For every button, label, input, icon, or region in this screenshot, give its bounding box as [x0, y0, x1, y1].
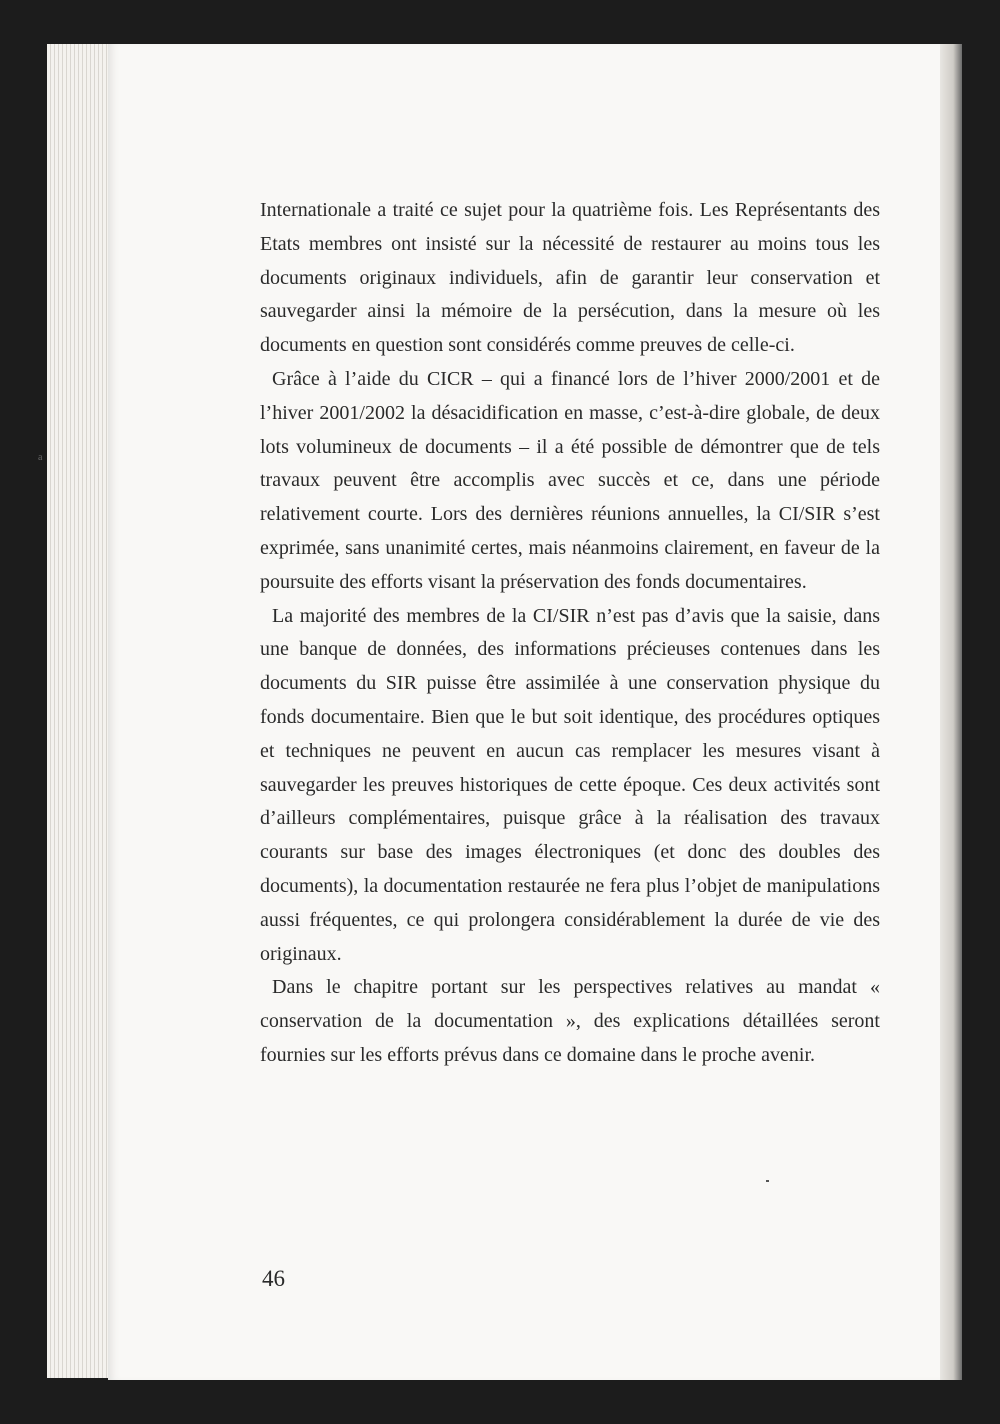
- ink-speck: [766, 1180, 769, 1182]
- body-text: [260, 194, 880, 1073]
- page-number: 46: [262, 1266, 285, 1291]
- margin-mark: a: [38, 452, 43, 463]
- paragraph-1: Internationale a traité ce sujet pour la quatrième fois. Les Représentants des Etats membres ont insisté sur la nécessité de restaurer au moins tous les documents originaux individuels, afin de garantir leur conservation et sauvegarder ainsi la mémoire de la persécution, dans la mesure où les documents en question sont considérés comme preuves de celle-ci.: [260, 199, 880, 357]
- paragraph-2: Grâce à l’aide du CICR – qui a financé lors de l’hiver 2000/2001 et de l’hiver 2001/2002 la désacidification en masse, c’est-à-dire globale, de deux lots volumineux de documents – il a été possible de démontrer que de tels travaux peuvent être accomplis avec succès et ce, dans une période relativement courte. Lors des dernières réunions annuelles, la CI/SIR s’est exprimée, sans unanimité certes, mais néanmoins clairement, en faveur de la poursuite des efforts visant la préservation des fonds documentaires.: [260, 367, 880, 593]
- book-gutter: [940, 44, 962, 1380]
- paragraph-3: La majorité des membres de la CI/SIR n’est pas d’avis que la saisie, dans une banque de données, des informations précieuses contenues dans les documents du SIR puisse être assimilée à une conservation physique du fonds documentaire. Bien que le but soit identique, des procédures optiques et techniques ne peuvent en aucun cas remplacer les mesures visant à sauvegarder les preuves historiques de cette époque. Ces deux activités sont d’ailleurs complémentaires, puisque grâce à la réalisation des travaux courants sur base des images électroniques (et donc des doubles des documents), la documentation restaurée ne fera plus l’objet de manipulations aussi fréquentes, ce qui prolongera considérablement la durée de vie des originaux.: [260, 604, 880, 965]
- paragraph-4: Dans le chapitre portant sur les perspectives relatives au mandat « conservation de la documentation », des explications détaillées seront fournies sur les efforts prévus dans ce domaine dans le proche avenir.: [260, 976, 880, 1066]
- page-edges: [47, 44, 115, 1378]
